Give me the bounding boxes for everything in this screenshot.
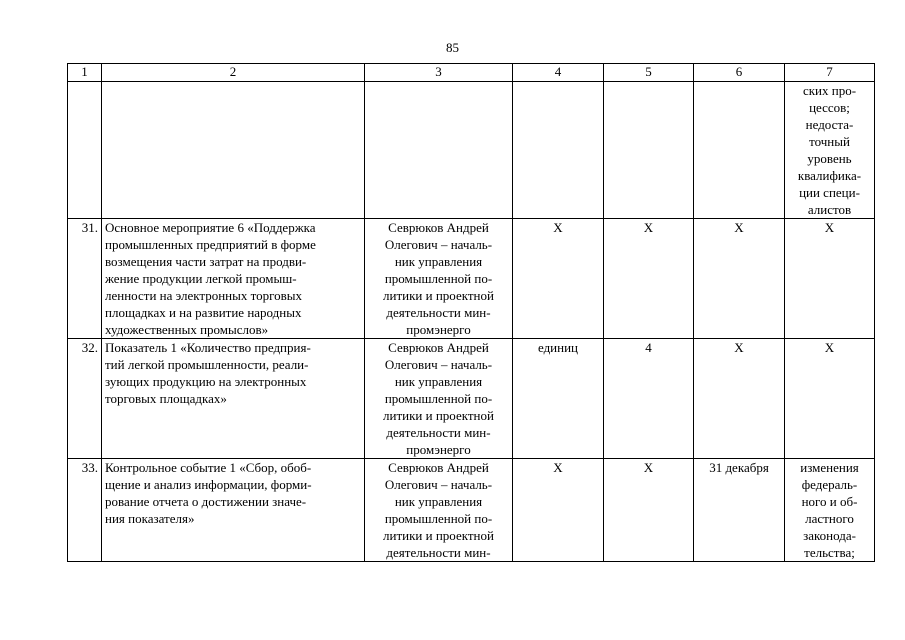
text-line: Олегович – началь- bbox=[384, 237, 493, 252]
text-line: возмещения части затрат на продви- bbox=[105, 254, 307, 269]
text-line: цессов; bbox=[809, 100, 850, 115]
text-line: литики и проектной bbox=[383, 288, 494, 303]
row-col6: Х bbox=[694, 339, 785, 459]
text-line: Х bbox=[824, 340, 835, 355]
text-line: зующих продукцию на электронных bbox=[105, 374, 307, 389]
column-header: 2 bbox=[102, 64, 365, 82]
row-col4 bbox=[513, 82, 604, 219]
text-line: деятельности мин- bbox=[386, 545, 491, 560]
row-number: 31. bbox=[68, 219, 102, 339]
text-line: тельства; bbox=[804, 545, 855, 560]
text-line: промышленных предприятий в форме bbox=[105, 237, 316, 252]
row-col7 bbox=[785, 339, 875, 459]
text-line: рование отчета о достижении значе- bbox=[105, 494, 307, 509]
row-col4: Х bbox=[513, 219, 604, 339]
text-line: литики и проектной bbox=[383, 408, 494, 423]
text-line: жение продукции легкой промыш- bbox=[105, 271, 297, 286]
text-line: торговых площадках» bbox=[105, 391, 227, 406]
row-responsible bbox=[365, 459, 513, 562]
row-col5: Х bbox=[604, 459, 694, 562]
row-col5: Х bbox=[604, 219, 694, 339]
row-col6 bbox=[694, 82, 785, 219]
row-number: 33. bbox=[68, 459, 102, 562]
column-header: 3 bbox=[365, 64, 513, 82]
text-line: ник управления bbox=[394, 494, 483, 509]
text-line: Основное мероприятие 6 «Поддержка bbox=[105, 220, 316, 235]
row-col4: Х bbox=[513, 459, 604, 562]
text-line: алистов bbox=[807, 202, 852, 217]
row-col6: 31 декабря bbox=[694, 459, 785, 562]
row-name bbox=[102, 219, 365, 339]
text-line: ции специ- bbox=[799, 185, 860, 200]
text-line: квалифика- bbox=[797, 168, 862, 183]
column-header: 5 bbox=[604, 64, 694, 82]
text-line: промышленной по- bbox=[384, 511, 493, 526]
text-line: недоста- bbox=[805, 117, 854, 132]
row-responsible bbox=[365, 339, 513, 459]
text-line: Олегович – началь- bbox=[384, 477, 493, 492]
row-col6: Х bbox=[694, 219, 785, 339]
text-line: изменения bbox=[800, 460, 859, 475]
text-line: ластного bbox=[805, 511, 854, 526]
row-col5 bbox=[604, 82, 694, 219]
row-col7 bbox=[785, 219, 875, 339]
text-line: ских про- bbox=[802, 83, 857, 98]
text-line: ник управления bbox=[394, 374, 483, 389]
text-line: законода- bbox=[803, 528, 856, 543]
table-row bbox=[68, 339, 875, 459]
row-number bbox=[68, 82, 102, 219]
row-col5: 4 bbox=[604, 339, 694, 459]
text-line: Х bbox=[824, 220, 835, 235]
text-line: ного и об- bbox=[801, 494, 858, 509]
page-number: 85 bbox=[446, 40, 459, 55]
row-number: 32. bbox=[68, 339, 102, 459]
row-responsible bbox=[365, 82, 513, 219]
row-col4: единиц bbox=[513, 339, 604, 459]
text-line: Контрольное событие 1 «Сбор, обоб- bbox=[105, 460, 312, 475]
text-line: площадках и на развитие народных bbox=[105, 305, 302, 320]
plan-table bbox=[67, 63, 875, 562]
text-line: федераль- bbox=[801, 477, 858, 492]
text-line: промышленной по- bbox=[384, 271, 493, 286]
table-row bbox=[68, 82, 875, 219]
text-line: деятельности мин- bbox=[386, 425, 491, 440]
text-line: Олегович – началь- bbox=[384, 357, 493, 372]
text-line: уровень bbox=[807, 151, 852, 166]
table-row bbox=[68, 219, 875, 339]
text-line: литики и проектной bbox=[383, 528, 494, 543]
text-line: тий легкой промышленности, реали- bbox=[105, 357, 309, 372]
text-line: Севрюков Андрей bbox=[388, 340, 489, 355]
text-line: щение и анализ информации, форми- bbox=[105, 477, 312, 492]
column-header: 4 bbox=[513, 64, 604, 82]
row-col7 bbox=[785, 82, 875, 219]
text-line: ник управления bbox=[394, 254, 483, 269]
text-line: точный bbox=[809, 134, 850, 149]
text-line: художественных промыслов» bbox=[105, 322, 269, 337]
text-line: промышленной по- bbox=[384, 391, 493, 406]
column-header: 7 bbox=[785, 64, 875, 82]
column-header: 6 bbox=[694, 64, 785, 82]
text-line: Севрюков Андрей bbox=[388, 220, 489, 235]
text-line: ния показателя» bbox=[105, 511, 195, 526]
row-responsible bbox=[365, 219, 513, 339]
text-line: деятельности мин- bbox=[386, 305, 491, 320]
header-row bbox=[68, 64, 875, 82]
text-line: промэнерго bbox=[406, 442, 471, 457]
row-col7 bbox=[785, 459, 875, 562]
column-header: 1 bbox=[68, 64, 102, 82]
text-line: промэнерго bbox=[406, 322, 471, 337]
text-line: Севрюков Андрей bbox=[388, 460, 489, 475]
row-name bbox=[102, 339, 365, 459]
row-name bbox=[102, 459, 365, 562]
row-name bbox=[102, 82, 365, 219]
text-line: Показатель 1 «Количество предприя- bbox=[105, 340, 311, 355]
table-row bbox=[68, 459, 875, 562]
text-line: ленности на электронных торговых bbox=[105, 288, 303, 303]
